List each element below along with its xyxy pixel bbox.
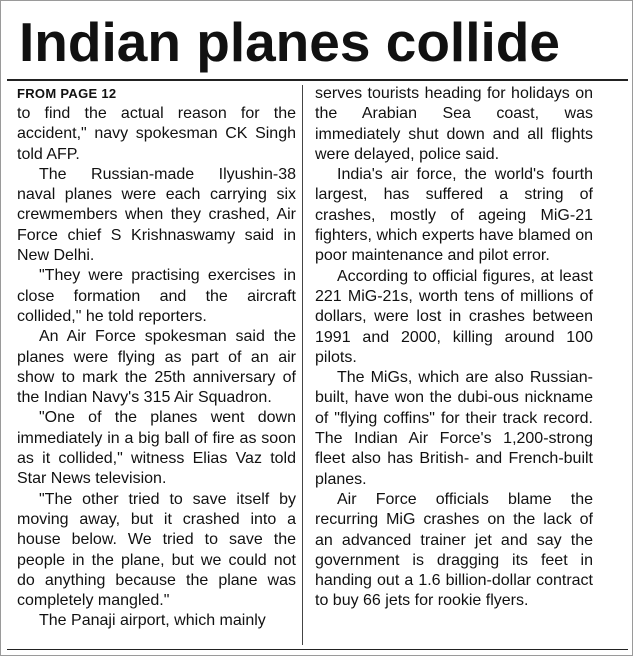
headline-rule — [7, 79, 628, 81]
paragraph: "They were practising exercises in close formation and the aircraft collided," he told reporters. — [17, 267, 296, 325]
paragraph: serves tourists heading for holidays on the Arabian Sea coast, was immediately shut down and all flights were delayed, police said. — [315, 85, 593, 163]
paragraph: An Air Force spokesman said the planes were flying as part of an air show to mark the 25th anniversary of the Indian Navy's 315 Air Squadron. — [17, 328, 296, 407]
kicker: FROM PAGE 12 — [17, 86, 117, 101]
paragraph: India's air force, the world's fourth largest, has suffered a string of crashes, mostly of ageing MiG-21 fighters, which experts have blamed on poor maintenance and pilot error. — [315, 166, 593, 265]
paragraph: "The other tried to save itself by moving away, but it crashed into a house below. We tried to save the people in the plane, but we could not do anything because the plane was completely mangled." — [17, 490, 296, 610]
headline: Indian planes collide — [19, 11, 560, 73]
column-divider — [302, 85, 303, 645]
left-column — [17, 84, 296, 632]
paragraph: According to official figures, at least 221 MiG-21s, worth tens of millions of dollars, were lost in crashes between 1991 and 2000, killing around 100 pilots. — [315, 267, 593, 366]
paragraph: The Panaji airport, which mainly — [39, 612, 266, 630]
paragraph: "One of the planes went down immediately in a big ball of fire as soon as it collided," witness Elias Vaz told Star News television. — [17, 409, 296, 488]
right-column — [315, 84, 593, 612]
bottom-rule — [7, 649, 628, 650]
paragraph: The Russian-made Ilyushin-38 naval planes were each carrying six crewmembers when they crashed, Air Force chief S Krishnaswamy said in New Delhi. — [17, 165, 296, 265]
paragraph: Air Force officials blame the recurring MiG crashes on the lack of an advanced trainer jet and say the government is dragging its feet in handing out a 1.6 billion-dollar contract to buy 66 jets for rookie flyers. — [315, 490, 593, 610]
paragraph: to find the actual reason for the accident," navy spokesman CK Singh told AFP. — [17, 105, 296, 163]
paragraph: The MiGs, which are also Russian-built, have won the dubi-ous nickname of "flying coffins" for their track record. The Indian Air Force's 1,200-strong fleet also has British- and French-built planes. — [315, 369, 593, 488]
